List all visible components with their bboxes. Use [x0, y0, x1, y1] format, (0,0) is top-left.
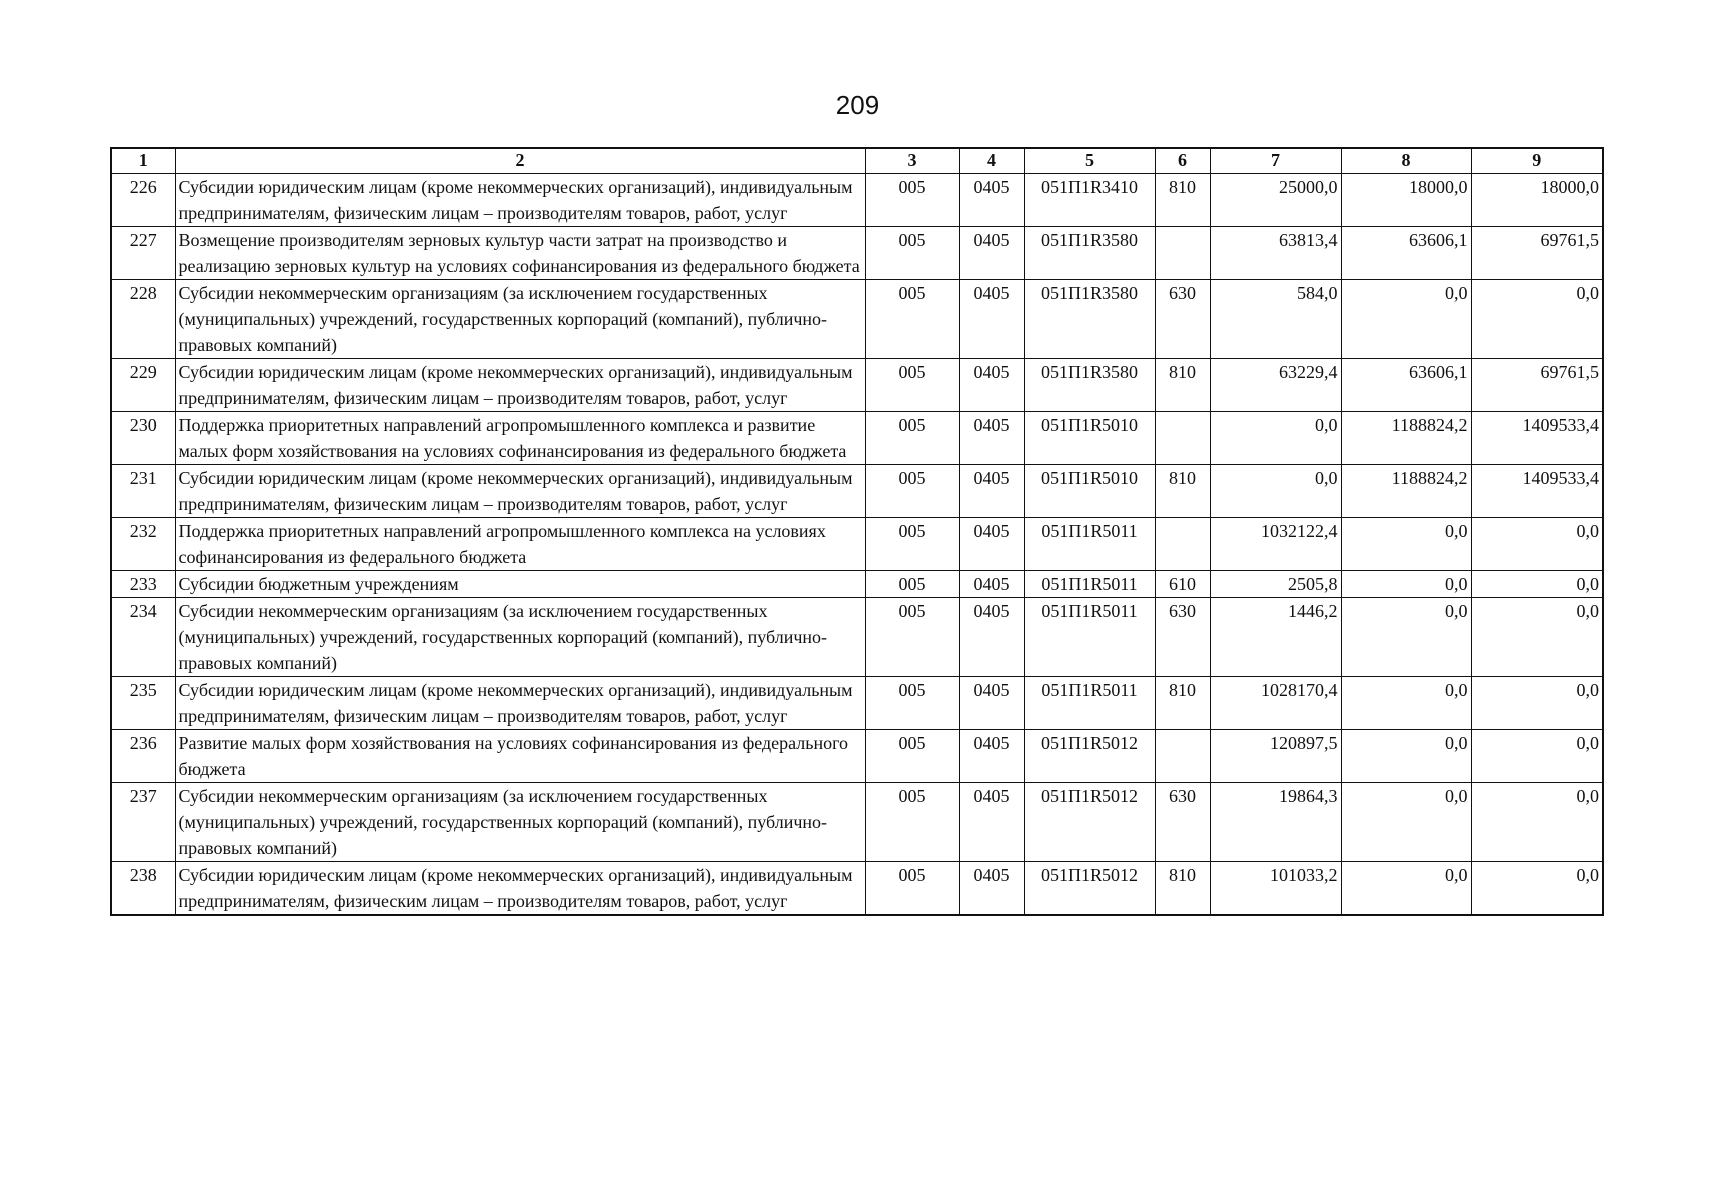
row-description: Субсидии юридическим лицам (кроме некоммерческих организаций), индивидуальным предпринимателям, физическим лицам – производителям товаров, работ, услуг [175, 677, 865, 730]
row-number: 231 [111, 465, 175, 518]
row-description: Поддержка приоритетных направлений агропромышленного комплекса на условиях софинансирования из федерального бюджета [175, 518, 865, 571]
ministry-code: 005 [865, 280, 959, 359]
amount-col9: 0,0 [1471, 518, 1603, 571]
amount-col7: 0,0 [1210, 412, 1341, 465]
table-row [111, 359, 1603, 412]
amount-col8: 63606,1 [1341, 227, 1471, 280]
table-row [111, 730, 1603, 783]
row-number: 226 [111, 174, 175, 227]
amount-col7: 120897,5 [1210, 730, 1341, 783]
amount-col9: 0,0 [1471, 571, 1603, 598]
amount-col9: 0,0 [1471, 280, 1603, 359]
target-article-code: 051П1R5011 [1024, 518, 1155, 571]
amount-col8: 1188824,2 [1341, 412, 1471, 465]
expense-type-code: 810 [1155, 359, 1210, 412]
row-description: Субсидии некоммерческим организациям (за исключением государственных (муниципальных) учреждений, государственных корпораций (компаний), публично-правовых компаний) [175, 598, 865, 677]
amount-col7: 0,0 [1210, 465, 1341, 518]
column-header: 3 [865, 148, 959, 174]
row-number: 230 [111, 412, 175, 465]
section-code: 0405 [959, 571, 1024, 598]
row-number: 236 [111, 730, 175, 783]
section-code: 0405 [959, 227, 1024, 280]
section-code: 0405 [959, 862, 1024, 916]
expense-type-code: 810 [1155, 677, 1210, 730]
amount-col8: 0,0 [1341, 677, 1471, 730]
column-header: 9 [1471, 148, 1603, 174]
expense-type-code: 630 [1155, 783, 1210, 862]
expense-type-code [1155, 730, 1210, 783]
row-number: 234 [111, 598, 175, 677]
column-header: 8 [1341, 148, 1471, 174]
row-description: Субсидии юридическим лицам (кроме некоммерческих организаций), индивидуальным предпринимателям, физическим лицам – производителям товаров, работ, услуг [175, 465, 865, 518]
amount-col7: 2505,8 [1210, 571, 1341, 598]
amount-col9: 69761,5 [1471, 359, 1603, 412]
ministry-code: 005 [865, 571, 959, 598]
row-description: Субсидии юридическим лицам (кроме некоммерческих организаций), индивидуальным предпринимателям, физическим лицам – производителям товаров, работ, услуг [175, 862, 865, 916]
amount-col9: 18000,0 [1471, 174, 1603, 227]
amount-col8: 63606,1 [1341, 359, 1471, 412]
table-row [111, 518, 1603, 571]
table-row [111, 783, 1603, 862]
amount-col7: 101033,2 [1210, 862, 1341, 916]
target-article-code: 051П1R5012 [1024, 862, 1155, 916]
amount-col7: 1032122,4 [1210, 518, 1341, 571]
table-row [111, 280, 1603, 359]
column-header: 4 [959, 148, 1024, 174]
row-number: 227 [111, 227, 175, 280]
row-number: 232 [111, 518, 175, 571]
ministry-code: 005 [865, 227, 959, 280]
amount-col8: 0,0 [1341, 783, 1471, 862]
table-row [111, 677, 1603, 730]
row-description: Развитие малых форм хозяйствования на условиях софинансирования из федерального бюджета [175, 730, 865, 783]
ministry-code: 005 [865, 412, 959, 465]
amount-col7: 63229,4 [1210, 359, 1341, 412]
section-code: 0405 [959, 518, 1024, 571]
row-description: Субсидии некоммерческим организациям (за исключением государственных (муниципальных) учреждений, государственных корпораций (компаний), публично-правовых компаний) [175, 783, 865, 862]
amount-col8: 0,0 [1341, 730, 1471, 783]
table-row [111, 174, 1603, 227]
ministry-code: 005 [865, 174, 959, 227]
target-article-code: 051П1R3580 [1024, 280, 1155, 359]
target-article-code: 051П1R5011 [1024, 677, 1155, 730]
section-code: 0405 [959, 677, 1024, 730]
amount-col9: 1409533,4 [1471, 465, 1603, 518]
amount-col8: 0,0 [1341, 571, 1471, 598]
target-article-code: 051П1R3410 [1024, 174, 1155, 227]
amount-col8: 1188824,2 [1341, 465, 1471, 518]
column-header: 1 [111, 148, 175, 174]
row-number: 233 [111, 571, 175, 598]
amount-col7: 1028170,4 [1210, 677, 1341, 730]
expense-type-code: 630 [1155, 280, 1210, 359]
amount-col8: 0,0 [1341, 518, 1471, 571]
target-article-code: 051П1R5011 [1024, 571, 1155, 598]
amount-col9: 0,0 [1471, 862, 1603, 916]
section-code: 0405 [959, 465, 1024, 518]
column-header: 2 [175, 148, 865, 174]
target-article-code: 051П1R3580 [1024, 359, 1155, 412]
amount-col7: 63813,4 [1210, 227, 1341, 280]
amount-col7: 1446,2 [1210, 598, 1341, 677]
table-row [111, 862, 1603, 916]
amount-col8: 0,0 [1341, 598, 1471, 677]
table-row [111, 412, 1603, 465]
column-header: 7 [1210, 148, 1341, 174]
amount-col9: 0,0 [1471, 677, 1603, 730]
amount-col8: 18000,0 [1341, 174, 1471, 227]
section-code: 0405 [959, 412, 1024, 465]
section-code: 0405 [959, 598, 1024, 677]
amount-col9: 0,0 [1471, 783, 1603, 862]
row-description: Субсидии бюджетным учреждениям [175, 571, 865, 598]
section-code: 0405 [959, 783, 1024, 862]
table-row [111, 598, 1603, 677]
amount-col9: 69761,5 [1471, 227, 1603, 280]
expense-type-code [1155, 518, 1210, 571]
expense-type-code: 610 [1155, 571, 1210, 598]
column-header: 6 [1155, 148, 1210, 174]
expense-type-code [1155, 412, 1210, 465]
section-code: 0405 [959, 174, 1024, 227]
table-row [111, 227, 1603, 280]
amount-col8: 0,0 [1341, 862, 1471, 916]
section-code: 0405 [959, 730, 1024, 783]
amount-col9: 1409533,4 [1471, 412, 1603, 465]
ministry-code: 005 [865, 862, 959, 916]
ministry-code: 005 [865, 359, 959, 412]
target-article-code: 051П1R5010 [1024, 465, 1155, 518]
ministry-code: 005 [865, 730, 959, 783]
ministry-code: 005 [865, 783, 959, 862]
amount-col7: 19864,3 [1210, 783, 1341, 862]
amount-col9: 0,0 [1471, 730, 1603, 783]
row-description: Субсидии юридическим лицам (кроме некоммерческих организаций), индивидуальным предпринимателям, физическим лицам – производителям товаров, работ, услуг [175, 174, 865, 227]
row-number: 235 [111, 677, 175, 730]
target-article-code: 051П1R5010 [1024, 412, 1155, 465]
section-code: 0405 [959, 280, 1024, 359]
row-description: Субсидии некоммерческим организациям (за исключением государственных (муниципальных) учреждений, государственных корпораций (компаний), публично-правовых компаний) [175, 280, 865, 359]
ministry-code: 005 [865, 518, 959, 571]
row-number: 229 [111, 359, 175, 412]
expense-type-code: 630 [1155, 598, 1210, 677]
ministry-code: 005 [865, 598, 959, 677]
page-number: 209 [835, 90, 880, 120]
target-article-code: 051П1R5012 [1024, 730, 1155, 783]
row-number: 237 [111, 783, 175, 862]
row-description: Поддержка приоритетных направлений агропромышленного комплекса и развитие малых форм хозяйствования на условиях софинансирования из федерального бюджета [175, 412, 865, 465]
expense-type-code: 810 [1155, 465, 1210, 518]
budget-table [110, 147, 1604, 916]
expense-type-code: 810 [1155, 862, 1210, 916]
expense-type-code: 810 [1155, 174, 1210, 227]
target-article-code: 051П1R5011 [1024, 598, 1155, 677]
header-row [111, 148, 1603, 174]
expense-type-code [1155, 227, 1210, 280]
column-header: 5 [1024, 148, 1155, 174]
amount-col8: 0,0 [1341, 280, 1471, 359]
row-number: 238 [111, 862, 175, 916]
ministry-code: 005 [865, 465, 959, 518]
target-article-code: 051П1R5012 [1024, 783, 1155, 862]
row-description: Субсидии юридическим лицам (кроме некоммерческих организаций), индивидуальным предпринимателям, физическим лицам – производителям товаров, работ, услуг [175, 359, 865, 412]
table-row [111, 571, 1603, 598]
amount-col7: 584,0 [1210, 280, 1341, 359]
amount-col7: 25000,0 [1210, 174, 1341, 227]
table-row [111, 465, 1603, 518]
row-number: 228 [111, 280, 175, 359]
ministry-code: 005 [865, 677, 959, 730]
target-article-code: 051П1R3580 [1024, 227, 1155, 280]
row-description: Возмещение производителям зерновых культур части затрат на производство и реализацию зерновых культур на условиях софинансирования из федерального бюджета [175, 227, 865, 280]
section-code: 0405 [959, 359, 1024, 412]
amount-col9: 0,0 [1471, 598, 1603, 677]
